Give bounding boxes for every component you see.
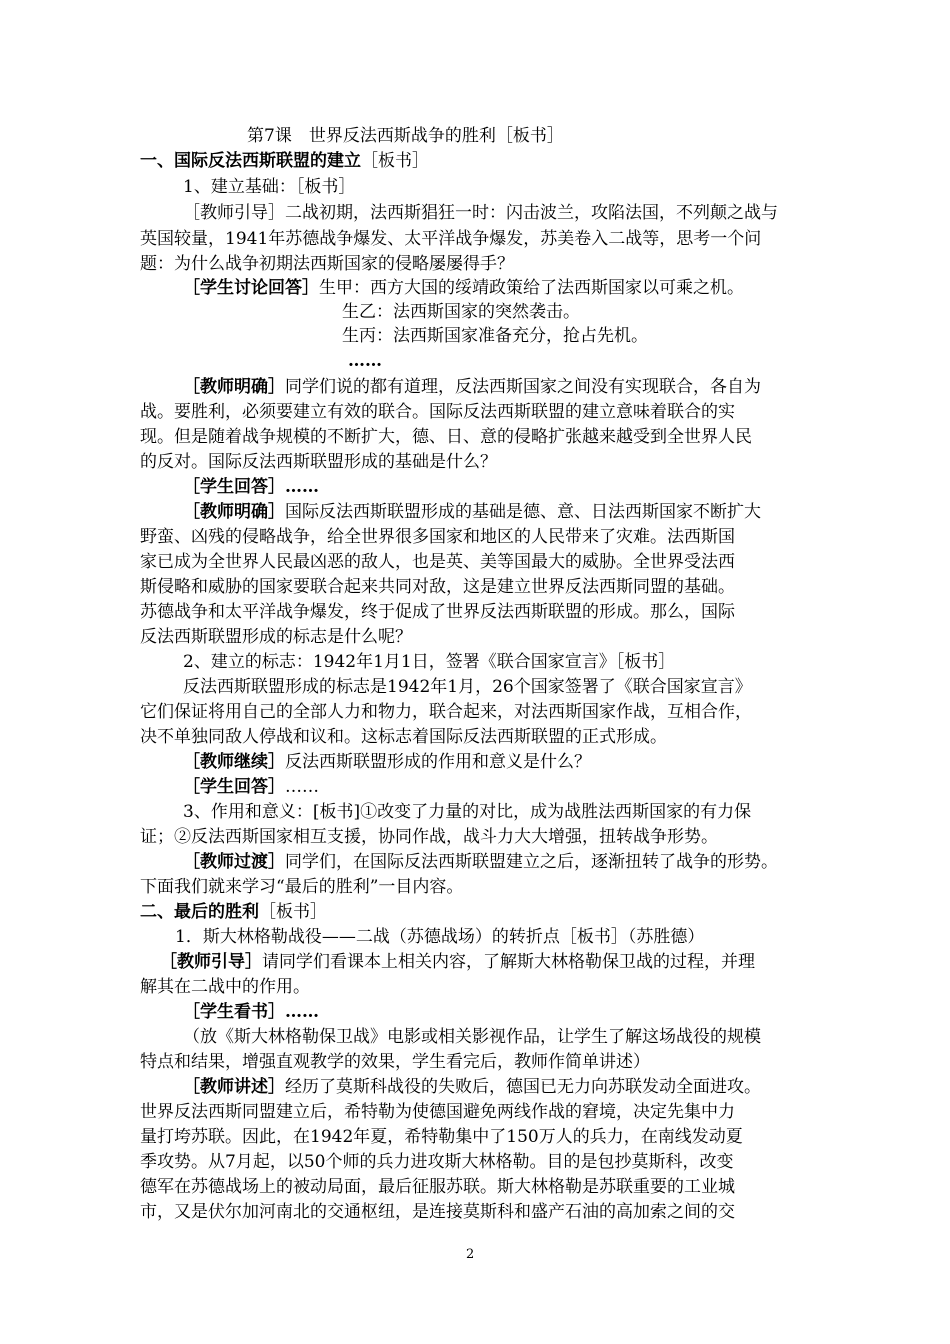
student-yi-answer: 生乙：法西斯国家的突然袭击。 [342, 302, 580, 322]
significance-heading: 3、作用和意义：[板书]①改变了力量的对比，成为战胜法西斯国家的有力保 [183, 802, 752, 822]
teacher-continue [183, 750, 591, 774]
mark-heading: 2、建立的标志：1942年1月1日，签署《联合国家宣言》［板书］ [183, 652, 676, 672]
paragraph-line: 特点和结果，增强直观教学的效果，学生看完后，教师作简单讲述） [140, 1052, 650, 1072]
student-answer-1: ［学生回答］…… [183, 477, 319, 497]
teacher-guide-2 [160, 950, 755, 974]
section-2-heading-tail: ［板书］ [259, 902, 327, 922]
ellipsis: …… [348, 351, 382, 371]
student-answer-2 [183, 775, 319, 799]
teacher-clarify-1 [183, 375, 761, 399]
stalingrad-heading: 1．斯大林格勒战役——二战（苏德战场）的转折点［板书］（苏胜德） [175, 927, 705, 947]
paragraph-line: 量打垮苏联。因此，在1942年夏，希特勒集中了150万人的兵力，在南线发动夏 [140, 1127, 743, 1147]
paragraph-line: 题：为什么战争初期法西斯国家的侵略屡屡得手？ [140, 254, 514, 274]
teacher-transition-label: ［教师过渡］ [183, 852, 285, 872]
teacher-guide-2-first: 请同学们看课本上相关内容，了解斯大林格勒保卫战的过程，并理 [262, 952, 755, 972]
paragraph-line: 家已成为全世界人民最凶恶的敌人，也是英、美等国最大的威胁。全世界受法西 [140, 552, 735, 572]
section-2-heading [140, 900, 327, 924]
teacher-transition-first: 同学们，在国际反法西斯联盟建立之后，逐渐扭转了战争的形势。 [285, 852, 778, 872]
student-bing-answer: 生丙：法西斯国家准备充分，抢占先机。 [342, 326, 648, 346]
paragraph-line: 德军在苏德战场上的被动局面，最后征服苏联。斯大林格勒是苏联重要的工业城 [140, 1177, 735, 1197]
student-read-text: …… [285, 1002, 319, 1022]
paragraph-line: 英国较量，1941年苏德战争爆发、太平洋战争爆发，苏美卷入二战等，思考一个问 [140, 229, 762, 249]
student-read [183, 1000, 319, 1024]
paragraph-line: 野蛮、凶残的侵略战争，给全世界很多国家和地区的人民带来了灾难。法西斯国 [140, 527, 735, 547]
paragraph-line: 苏德战争和太平洋战争爆发，终于促成了世界反法西斯联盟的形成。那么，国际 [140, 602, 735, 622]
paragraph-line: 季攻势。从7月起，以50个师的兵力进攻斯大林格勒。目的是包抄莫斯科，改变 [140, 1152, 734, 1172]
paragraph-line: 现。但是随着战争规模的不断扩大，德、日、意的侵略扩张越来越受到全世界人民 [140, 427, 752, 447]
teacher-clarify-1-label: ［教师明确］ [183, 377, 285, 397]
paragraph-line: 斯侵略和威胁的国家要联合起来共同对敌，这是建立世界反法西斯同盟的基础。 [140, 577, 735, 597]
student-answer-2-label: ［学生回答］ [183, 777, 285, 797]
paragraph-line: 决不单独同敌人停战和议和。这标志着国际反法西斯联盟的正式形成。 [140, 727, 667, 747]
section-2-heading-bold: 二、最后的胜利 [140, 902, 259, 922]
paragraph-line: 世界反法西斯同盟建立后，希特勒为使德国避免两线作战的窘境，决定先集中力 [140, 1102, 735, 1122]
student-discussion [183, 276, 744, 300]
teacher-clarify-2-first: 国际反法西斯联盟形成的基础是德、意、日法西斯国家不断扩大 [285, 502, 761, 522]
paragraph-line: 证；②反法西斯国家相互支援，协同作战，战斗力大大增强，扭转战争形势。 [140, 827, 718, 847]
student-discussion-label: ［学生讨论回答］ [183, 278, 319, 298]
paragraph-line: 解其在二战中的作用。 [140, 977, 310, 997]
student-jia-answer: 生甲：西方大国的绥靖政策给了法西斯国家以可乘之机。 [319, 278, 744, 298]
teacher-guide-2-label: ［教师引导］ [160, 952, 262, 972]
teacher-clarify-2-label: ［教师明确］ [183, 502, 285, 522]
page-number: 2 [466, 1247, 475, 1262]
section-1-heading [140, 149, 429, 173]
paragraph-line: 战。要胜利，必须要建立有效的联合。国际反法西斯联盟的建立意味着联合的实 [140, 402, 735, 422]
student-read-label: ［学生看书］ [183, 1002, 285, 1022]
paragraph-line: 反法西斯联盟形成的标志是什么呢？ [140, 627, 412, 647]
teacher-continue-text: 反法西斯联盟形成的作用和意义是什么？ [285, 752, 591, 772]
paragraph-line: 的反对。国际反法西斯联盟形成的基础是什么？ [140, 452, 497, 472]
teacher-clarify-2 [183, 500, 761, 524]
basis-heading: 1、建立基础：［板书］ [183, 177, 356, 197]
section-1-heading-bold: 一、国际反法西斯联盟的建立 [140, 151, 361, 171]
teacher-continue-label: ［教师继续］ [183, 752, 285, 772]
teacher-narrate-first: 经历了莫斯科战役的失败后，德国已无力向苏联发动全面进攻。 [285, 1077, 761, 1097]
paragraph-line: ［教师引导］二战初期，法西斯猖狂一时：闪击波兰，攻陷法国，不列颠之战与 [183, 203, 778, 223]
paragraph-line: 它们保证将用自己的全部人力和物力，联合起来，对法西斯国家作战，互相合作， [140, 702, 752, 722]
lesson-title: 第7课 世界反法西斯战争的胜利［板书］ [247, 126, 564, 146]
teacher-clarify-1-first: 同学们说的都有道理，反法西斯国家之间没有实现联合，各自为 [285, 377, 761, 397]
paragraph-line: 市，又是伏尔加河南北的交通枢纽，是连接莫斯科和盛产石油的高加索之间的交 [140, 1202, 735, 1222]
paragraph-line: （放《斯大林格勒保卫战》电影或相关影视作品，让学生了解这场战役的规模 [183, 1027, 761, 1047]
student-answer-2-text: …… [285, 777, 319, 797]
teacher-transition [183, 850, 778, 874]
paragraph-line: 下面我们就来学习“最后的胜利”一目内容。 [140, 877, 464, 897]
teacher-narrate-label: ［教师讲述］ [183, 1077, 285, 1097]
section-1-heading-tail: ［板书］ [361, 151, 429, 171]
teacher-narrate [183, 1075, 761, 1099]
paragraph-line: 反法西斯联盟形成的标志是1942年1月，26个国家签署了《联合国家宣言》 [183, 677, 752, 697]
